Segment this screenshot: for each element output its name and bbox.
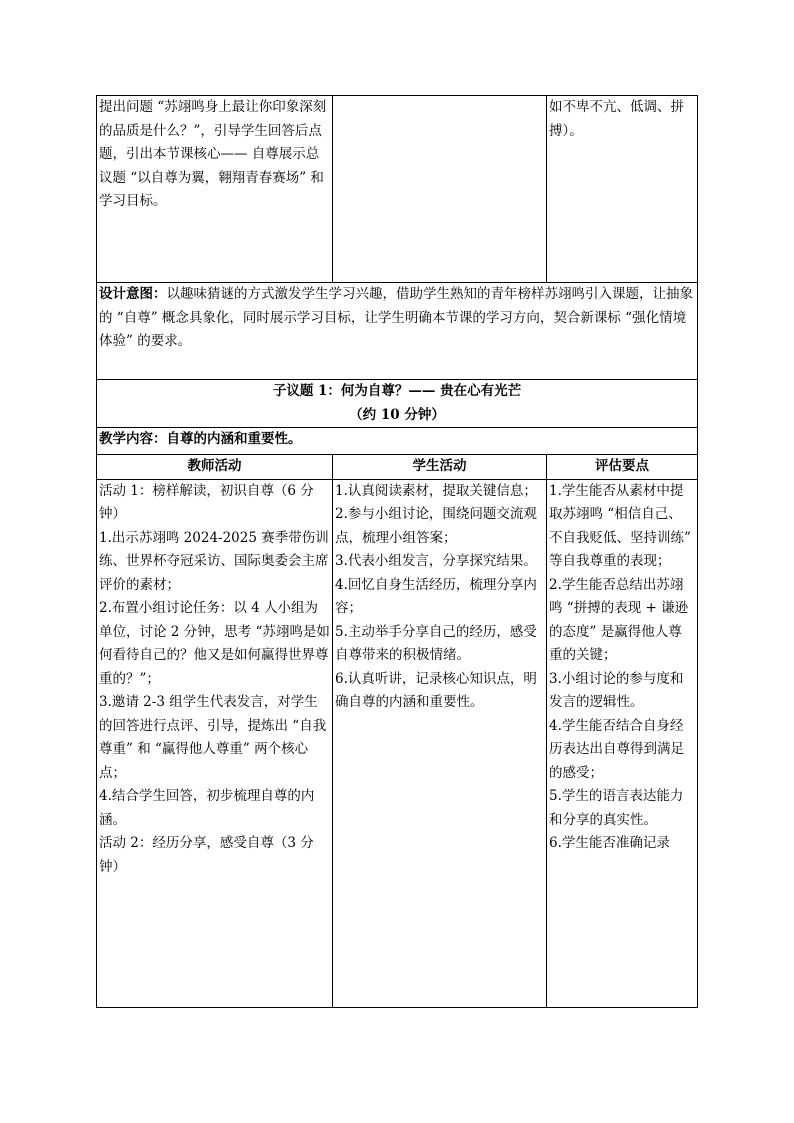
paragraph: 活动 2：经历分享，感受自尊（3 分钟）	[99, 835, 314, 875]
teacher-cell-continued	[97, 96, 333, 283]
paragraph: 提出问题 “苏翊鸣身上最让你印象深刻的品质是什么？”，引导学生回答后点题，引出本节课核心—— 自尊展示总议题 “以自尊为翼，翱翔青春赛场” 和学习目标。	[99, 99, 327, 209]
student-activity-cell	[333, 479, 547, 1007]
paragraph: 5.主动举手分享自己的经历，感受自尊带来的积极情绪。	[335, 623, 537, 663]
assessment-cell	[547, 479, 698, 1007]
subtopic-duration: （约 10 分钟）	[349, 406, 445, 423]
continued-row	[97, 96, 698, 283]
assessment-cell-continued	[547, 96, 698, 283]
teacher-activity-cell	[97, 479, 333, 1007]
paragraph: 1.学生能否从素材中提取苏翊鸣 “相信自己、不自我贬低、坚持训练” 等自我尊重的表现；	[549, 482, 691, 569]
paragraph: 5.学生的语言表达能力和分享的真实性。	[549, 788, 684, 828]
paragraph: 3.代表小组发言，分享探究结果。	[335, 553, 537, 569]
paragraph: 1.认真阅读素材，提取关键信息；	[335, 482, 537, 499]
paragraph: 6.认真听讲，记录核心知识点，明确自尊的内涵和重要性。	[335, 670, 537, 710]
header-student-activity: 学生活动	[333, 455, 547, 480]
teaching-content-row	[97, 428, 698, 455]
paragraph: 2.学生能否总结出苏翊鸣 “拼搏的表现 + 谦逊的态度” 是赢得他人尊重的关键；	[549, 576, 689, 663]
header-assessment: 评估要点	[547, 455, 698, 480]
design-intent-row	[97, 283, 698, 380]
teaching-content-label: 教学内容：	[99, 431, 167, 447]
paragraph: 4.学生能否结合自身经历表达出自尊得到满足的感受；	[549, 717, 684, 781]
paragraph: 4.结合学生回答，初步梳理自尊的内涵。	[99, 788, 315, 828]
subtopic-title: 子议题 1：何为自尊？—— 贵在心有光芒	[272, 383, 522, 399]
column-header-row	[97, 455, 698, 480]
paragraph: 如不卑不亢、低调、拼搏）。	[549, 99, 684, 139]
activity-row	[97, 479, 698, 1007]
paragraph: 2.布置小组讨论任务：以 4 人小组为单位，讨论 2 分钟，思考 “苏翊鸣是如何看待自己的？他又是如何赢得世界尊重的？”；	[99, 600, 330, 687]
design-intent-cell	[97, 283, 698, 380]
subtopic-cell	[97, 380, 698, 428]
header-teacher-activity: 教师活动	[97, 455, 333, 480]
design-intent-label: 设计意图：	[99, 286, 167, 302]
subtopic-row	[97, 380, 698, 428]
teaching-content-cell	[97, 428, 698, 455]
paragraph: 3.邀请 2-3 组学生代表发言，对学生的回答进行点评、引导，提炼出 “自我尊重” 和 “赢得他人尊重” 两个核心点；	[99, 694, 327, 781]
paragraph: 3.小组讨论的参与度和发言的逻辑性。	[549, 670, 684, 710]
paragraph: 6.学生能否准确记录	[549, 835, 670, 851]
paragraph: 4.回忆自身生活经历，梳理分享内容；	[335, 576, 537, 616]
lesson-plan-table	[96, 95, 698, 1008]
paragraph: 活动 1：榜样解读，初识自尊（6 分钟）	[99, 482, 314, 522]
paragraph: 1.出示苏翊鸣 2024-2025 赛季带伤训练、世界杯夺冠采访、国际奥委会主席评价的素材；	[99, 529, 329, 593]
student-cell-continued	[333, 96, 547, 283]
paragraph: 2.参与小组讨论，围绕问题交流观点，梳理小组答案；	[335, 506, 537, 546]
design-intent-text: 以趣味猜谜的方式激发学生学习兴趣，借助学生熟知的青年榜样苏翊鸣引入课题，让抽象的 “自尊” 概念具象化，同时展示学习目标，让学生明确本节课的学习方向，契合新课标 “强化情境体验” 的要求。	[99, 286, 693, 349]
teaching-content-text: 自尊的内涵和重要性。	[166, 431, 302, 447]
